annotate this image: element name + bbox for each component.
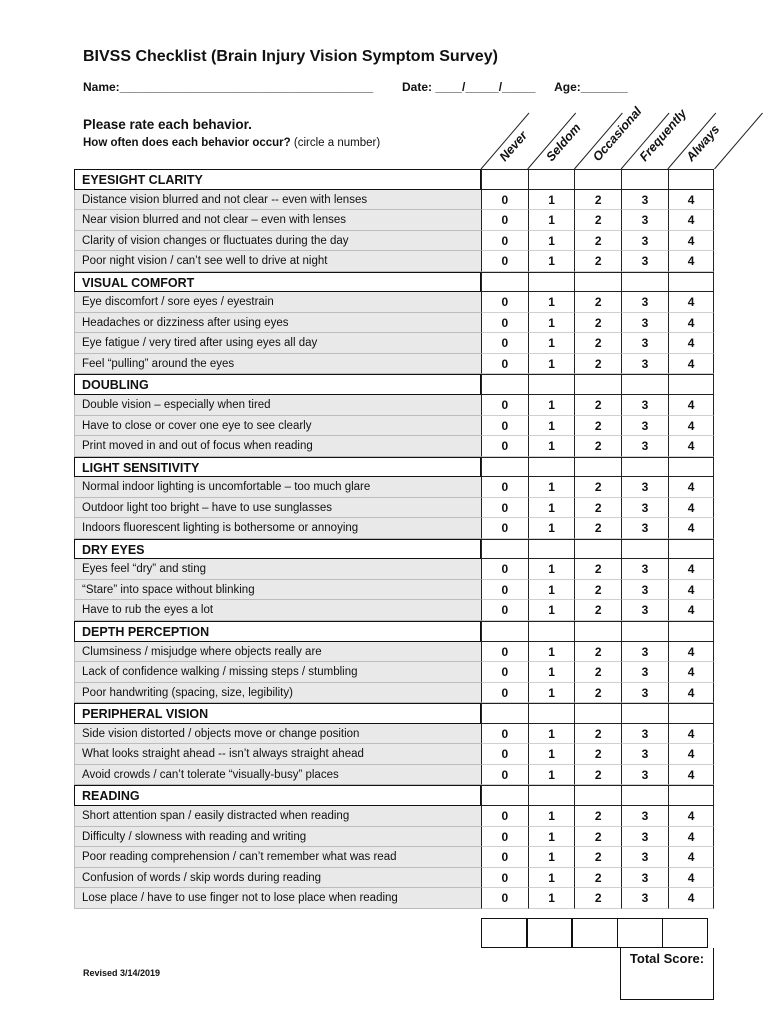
symptom-label: Outdoor light too bright – have to use sunglasses [74,498,481,519]
subtotal-cell[interactable] [617,918,664,948]
section-title: VISUAL COMFORT [74,272,481,293]
rating-option-1[interactable]: 1 [528,518,575,539]
instruction-question: How often does each behavior occur? [83,137,291,149]
total-score-label: Total Score: [629,951,705,966]
rating-option-0[interactable]: 0 [481,354,528,375]
section-empty-cell [621,457,668,478]
section-title: PERIPHERAL VISION [74,703,481,724]
rating-option-2[interactable]: 2 [574,190,621,211]
rating-option-3[interactable]: 3 [621,847,668,868]
rating-option-1[interactable]: 1 [528,395,575,416]
rating-option-0[interactable]: 0 [481,600,528,621]
rating-option-1[interactable]: 1 [528,724,575,745]
symptom-row [74,292,715,313]
symptom-label: Clumsiness / misjudge where objects really are [74,642,481,663]
revision-date: Revised 3/14/2019 [83,968,161,978]
rating-option-4[interactable]: 4 [668,518,715,539]
symptom-row [74,477,715,498]
rating-option-2[interactable]: 2 [574,210,621,231]
section-empty-cell [528,621,575,642]
rating-option-0[interactable]: 0 [481,477,528,498]
symptom-label: Poor handwriting (spacing, size, legibility) [74,683,481,704]
rating-option-1[interactable]: 1 [528,765,575,786]
rating-option-2[interactable]: 2 [574,744,621,765]
symptom-row [74,231,715,252]
symptom-label: Poor night vision / can’t see well to drive at night [74,251,481,272]
rating-option-3[interactable]: 3 [621,436,668,457]
symptom-label: What looks straight ahead -- isn’t always straight ahead [74,744,481,765]
symptom-row [74,333,715,354]
rating-option-3[interactable]: 3 [621,498,668,519]
rating-option-3[interactable]: 3 [621,292,668,313]
rating-option-0[interactable]: 0 [481,498,528,519]
rating-option-4[interactable]: 4 [668,292,715,313]
symptom-row [74,806,715,827]
section-empty-cell [481,457,528,478]
section-empty-cell [668,539,715,560]
section-empty-cell [481,539,528,560]
section-empty-cell [668,457,715,478]
rating-option-3[interactable]: 3 [621,888,668,909]
section-header [74,272,715,293]
rating-option-1[interactable]: 1 [528,559,575,580]
section-empty-cell [481,169,528,190]
symptom-row [74,190,715,211]
symptom-row [74,416,715,437]
rating-option-1[interactable]: 1 [528,436,575,457]
rating-option-0[interactable]: 0 [481,806,528,827]
rating-option-0[interactable]: 0 [481,642,528,663]
symptom-label: Have to rub the eyes a lot [74,600,481,621]
rating-option-4[interactable]: 4 [668,600,715,621]
section-empty-cell [574,457,621,478]
rating-option-3[interactable]: 3 [621,559,668,580]
section-empty-cell [621,169,668,190]
section-header [74,374,715,395]
section-empty-cell [574,621,621,642]
rating-option-3[interactable]: 3 [621,868,668,889]
rating-option-2[interactable]: 2 [574,395,621,416]
rating-option-3[interactable]: 3 [621,642,668,663]
rating-option-3[interactable]: 3 [621,827,668,848]
rating-option-1[interactable]: 1 [528,231,575,252]
section-empty-cell [481,703,528,724]
symptom-row [74,642,715,663]
symptom-row [74,559,715,580]
rating-option-1[interactable]: 1 [528,354,575,375]
section-empty-cell [528,374,575,395]
section-empty-cell [528,457,575,478]
section-empty-cell [621,374,668,395]
symptom-label: Confusion of words / skip words during reading [74,868,481,889]
rating-option-1[interactable]: 1 [528,642,575,663]
rating-option-1[interactable]: 1 [528,806,575,827]
symptom-label: Lack of confidence walking / missing steps / stumbling [74,662,481,683]
rating-option-3[interactable]: 3 [621,724,668,745]
symptom-row [74,436,715,457]
rating-option-2[interactable]: 2 [574,847,621,868]
symptom-row [74,765,715,786]
rating-option-0[interactable]: 0 [481,251,528,272]
rating-option-3[interactable]: 3 [621,313,668,334]
symptom-label: Eye fatigue / very tired after using eyes all day [74,333,481,354]
column-header-label: Always [683,122,723,164]
rating-option-3[interactable]: 3 [621,744,668,765]
section-empty-cell [668,785,715,806]
rating-option-0[interactable]: 0 [481,868,528,889]
symptom-row [74,888,715,909]
section-title: DEPTH PERCEPTION [74,621,481,642]
rating-option-2[interactable]: 2 [574,642,621,663]
rating-option-2[interactable]: 2 [574,868,621,889]
section-empty-cell [621,785,668,806]
rating-option-0[interactable]: 0 [481,231,528,252]
rating-option-1[interactable]: 1 [528,888,575,909]
section-header [74,785,715,806]
rating-column-headers [0,0,770,175]
rating-option-3[interactable]: 3 [621,683,668,704]
rating-option-3[interactable]: 3 [621,231,668,252]
rating-option-3[interactable]: 3 [621,518,668,539]
header-divider [715,113,763,169]
subtotal-cell[interactable] [526,918,573,948]
rating-option-1[interactable]: 1 [528,477,575,498]
rating-option-2[interactable]: 2 [574,600,621,621]
rating-option-2[interactable]: 2 [574,477,621,498]
section-title: DOUBLING [74,374,481,395]
section-empty-cell [668,169,715,190]
symptom-row [74,498,715,519]
date-field[interactable]: Date: ____/_____/_____ [401,80,536,94]
subtotal-cell[interactable] [481,918,528,948]
symptom-label: Difficulty / slowness with reading and writing [74,827,481,848]
symptom-row [74,313,715,334]
rating-option-3[interactable]: 3 [621,806,668,827]
subtotal-cell[interactable] [571,918,618,948]
symptom-label: Have to close or cover one eye to see clearly [74,416,481,437]
rating-option-0[interactable]: 0 [481,395,528,416]
rating-option-4[interactable]: 4 [668,683,715,704]
rating-option-4[interactable]: 4 [668,806,715,827]
section-header [74,703,715,724]
column-header-label: Frequently [636,106,690,164]
rating-option-2[interactable]: 2 [574,231,621,252]
section-empty-cell [528,703,575,724]
symptom-label: Lose place / have to use finger not to lose place when reading [74,888,481,909]
rating-option-1[interactable]: 1 [528,333,575,354]
rating-option-1[interactable]: 1 [528,662,575,683]
section-empty-cell [574,374,621,395]
rating-option-2[interactable]: 2 [574,518,621,539]
rating-option-2[interactable]: 2 [574,313,621,334]
total-score-box[interactable] [620,948,714,1000]
section-header [74,539,715,560]
rating-option-1[interactable]: 1 [528,210,575,231]
rating-option-1[interactable]: 1 [528,847,575,868]
rating-option-0[interactable]: 0 [481,662,528,683]
rating-option-3[interactable]: 3 [621,190,668,211]
rating-option-2[interactable]: 2 [574,354,621,375]
rating-option-3[interactable]: 3 [621,210,668,231]
rating-option-0[interactable]: 0 [481,827,528,848]
section-empty-cell [528,272,575,293]
rating-option-4[interactable]: 4 [668,580,715,601]
symptom-row [74,847,715,868]
symptom-label: “Stare” into space without blinking [74,580,481,601]
rating-option-0[interactable]: 0 [481,744,528,765]
section-empty-cell [621,703,668,724]
rating-option-2[interactable]: 2 [574,724,621,745]
rating-option-4[interactable]: 4 [668,868,715,889]
section-title: LIGHT SENSITIVITY [74,457,481,478]
section-empty-cell [528,169,575,190]
rating-option-4[interactable]: 4 [668,231,715,252]
rating-option-3[interactable]: 3 [621,662,668,683]
rating-option-4[interactable]: 4 [668,642,715,663]
section-empty-cell [668,703,715,724]
section-empty-cell [481,785,528,806]
section-header [74,621,715,642]
symptom-label: Poor reading comprehension / can’t remember what was read [74,847,481,868]
rating-option-3[interactable]: 3 [621,477,668,498]
symptom-label: Double vision – especially when tired [74,395,481,416]
rating-option-1[interactable]: 1 [528,313,575,334]
section-empty-cell [574,272,621,293]
rating-option-1[interactable]: 1 [528,744,575,765]
symptom-row [74,868,715,889]
rating-option-0[interactable]: 0 [481,518,528,539]
section-title: DRY EYES [74,539,481,560]
instruction-heading: Please rate each behavior. [83,117,252,132]
symptom-label: Indoors fluorescent lighting is bothersome or annoying [74,518,481,539]
rating-option-0[interactable]: 0 [481,292,528,313]
rating-option-3[interactable]: 3 [621,395,668,416]
rating-option-0[interactable]: 0 [481,190,528,211]
symptom-row [74,395,715,416]
symptom-label: Near vision blurred and not clear – even with lenses [74,210,481,231]
rating-option-2[interactable]: 2 [574,498,621,519]
rating-option-4[interactable]: 4 [668,416,715,437]
section-empty-cell [481,621,528,642]
column-header-label: Occasional [590,104,645,164]
symptom-label: Clarity of vision changes or fluctuates during the day [74,231,481,252]
rating-option-1[interactable]: 1 [528,498,575,519]
section-empty-cell [481,374,528,395]
rating-option-1[interactable]: 1 [528,600,575,621]
section-empty-cell [574,539,621,560]
section-title: READING [74,785,481,806]
symptom-label: Short attention span / easily distracted when reading [74,806,481,827]
section-empty-cell [621,272,668,293]
section-header [74,457,715,478]
rating-option-2[interactable]: 2 [574,765,621,786]
rating-option-1[interactable]: 1 [528,580,575,601]
header-labels [497,104,723,165]
symptom-checklist-table [74,169,715,909]
column-header-label: Seldom [543,120,584,164]
rating-option-4[interactable]: 4 [668,498,715,519]
rating-option-1[interactable]: 1 [528,827,575,848]
section-empty-cell [621,539,668,560]
symptom-label: Print moved in and out of focus when reading [74,436,481,457]
rating-option-0[interactable]: 0 [481,888,528,909]
rating-option-0[interactable]: 0 [481,210,528,231]
rating-option-2[interactable]: 2 [574,416,621,437]
age-field[interactable]: Age:_______ [554,80,628,94]
rating-option-0[interactable]: 0 [481,683,528,704]
section-empty-cell [528,785,575,806]
symptom-row [74,683,715,704]
symptom-row [74,354,715,375]
rating-option-0[interactable]: 0 [481,436,528,457]
rating-option-4[interactable]: 4 [668,354,715,375]
rating-option-1[interactable]: 1 [528,190,575,211]
symptom-row [74,724,715,745]
symptom-label: Feel “pulling” around the eyes [74,354,481,375]
rating-option-4[interactable]: 4 [668,210,715,231]
rating-option-4[interactable]: 4 [668,436,715,457]
rating-option-0[interactable]: 0 [481,559,528,580]
section-empty-cell [668,621,715,642]
rating-option-4[interactable]: 4 [668,662,715,683]
rating-option-3[interactable]: 3 [621,580,668,601]
section-title: EYESIGHT CLARITY [74,169,481,190]
symptom-row [74,518,715,539]
rating-option-2[interactable]: 2 [574,251,621,272]
name-field[interactable]: Name:______________________________________ [83,80,374,94]
rating-option-0[interactable]: 0 [481,416,528,437]
symptom-label: Avoid crowds / can’t tolerate “visually-busy” places [74,765,481,786]
rating-option-3[interactable]: 3 [621,251,668,272]
rating-option-4[interactable]: 4 [668,313,715,334]
rating-option-4[interactable]: 4 [668,888,715,909]
document-title: BIVSS Checklist (Brain Injury Vision Symptom Survey) [83,48,498,65]
rating-option-2[interactable]: 2 [574,559,621,580]
rating-option-1[interactable]: 1 [528,683,575,704]
symptom-label: Eye discomfort / sore eyes / eyestrain [74,292,481,313]
symptom-row [74,600,715,621]
rating-option-2[interactable]: 2 [574,436,621,457]
rating-option-3[interactable]: 3 [621,600,668,621]
section-empty-cell [621,621,668,642]
section-header [74,169,715,190]
rating-option-4[interactable]: 4 [668,827,715,848]
rating-option-4[interactable]: 4 [668,847,715,868]
rating-option-3[interactable]: 3 [621,416,668,437]
rating-option-2[interactable]: 2 [574,888,621,909]
rating-option-4[interactable]: 4 [668,333,715,354]
symptom-row [74,744,715,765]
section-empty-cell [668,374,715,395]
section-empty-cell [574,703,621,724]
symptom-label: Distance vision blurred and not clear -- even with lenses [74,190,481,211]
rating-option-2[interactable]: 2 [574,683,621,704]
symptom-row [74,662,715,683]
rating-option-2[interactable]: 2 [574,806,621,827]
section-empty-cell [574,169,621,190]
rating-option-3[interactable]: 3 [621,333,668,354]
instruction-note: (circle a number) [290,137,381,149]
rating-option-0[interactable]: 0 [481,765,528,786]
symptom-row [74,251,715,272]
rating-option-4[interactable]: 4 [668,395,715,416]
rating-option-4[interactable]: 4 [668,251,715,272]
symptom-label: Eyes feel “dry” and sting [74,559,481,580]
rating-option-0[interactable]: 0 [481,580,528,601]
section-empty-cell [668,272,715,293]
rating-option-4[interactable]: 4 [668,190,715,211]
rating-option-2[interactable]: 2 [574,292,621,313]
rating-option-1[interactable]: 1 [528,251,575,272]
rating-option-1[interactable]: 1 [528,868,575,889]
symptom-row [74,827,715,848]
symptom-label: Side vision distorted / objects move or change position [74,724,481,745]
rating-option-3[interactable]: 3 [621,354,668,375]
rating-option-2[interactable]: 2 [574,662,621,683]
rating-option-2[interactable]: 2 [574,333,621,354]
column-header-label: Never [496,128,531,164]
rating-option-2[interactable]: 2 [574,580,621,601]
rating-option-4[interactable]: 4 [668,744,715,765]
rating-option-3[interactable]: 3 [621,765,668,786]
section-empty-cell [528,539,575,560]
rating-option-2[interactable]: 2 [574,827,621,848]
rating-option-1[interactable]: 1 [528,292,575,313]
symptom-row [74,580,715,601]
section-empty-cell [481,272,528,293]
rating-option-0[interactable]: 0 [481,847,528,868]
section-empty-cell [574,785,621,806]
rating-option-4[interactable]: 4 [668,477,715,498]
subtotal-cell[interactable] [662,918,709,948]
symptom-row [74,210,715,231]
rating-option-1[interactable]: 1 [528,416,575,437]
rating-option-0[interactable]: 0 [481,333,528,354]
rating-option-0[interactable]: 0 [481,313,528,334]
symptom-label: Normal indoor lighting is uncomfortable – too much glare [74,477,481,498]
rating-option-4[interactable]: 4 [668,765,715,786]
rating-option-4[interactable]: 4 [668,559,715,580]
rating-option-0[interactable]: 0 [481,724,528,745]
subtotal-row [481,918,707,948]
rating-option-4[interactable]: 4 [668,724,715,745]
symptom-label: Headaches or dizziness after using eyes [74,313,481,334]
